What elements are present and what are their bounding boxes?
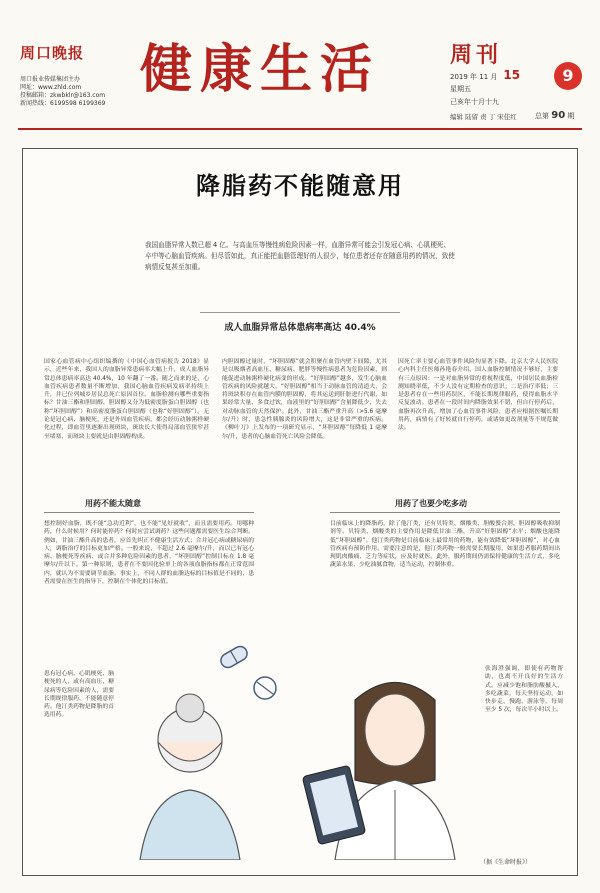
- article-column-7: 张海澄强调，即使有药物帮助，也离不开良好的生活方式。应减少饱和脂肪酸摄入，多吃蔬菜，每天坚持运动，如快步走、慢跑、游泳等，每周至少 5 次，每次半小时以上。: [485, 666, 563, 714]
- article-column-6: 目前临床上的降脂药，除了他汀类，还有贝特类、烟酸类、胆酸螯合剂、胆固醇吸收抑制剂等。贝特类、烟酸类的主要作用是降低甘油三酯，升高“好胆固醇”水平；烟酸也能降低“坏胆固醇”。他汀类药物是目前临床上最常用的药物，能有效降低“坏胆固醇”，对心血管疾病有预防作用。需要注意的是，他汀类药物一般需要长期服用，如果患者服药期间出现肌肉酸痛、乏力等症状，应及时就医。此外，服药期间仍需保持健康的生活方式，多吃蔬菜水果，少吃油腻食物，适当运动，控制体重。: [330, 521, 560, 569]
- issue-number: 总第 90 期: [535, 110, 575, 121]
- pill-capsule-icon: [218, 644, 249, 670]
- editors: 编辑 陆留 责 丁 宋佳红: [450, 113, 517, 121]
- subheading-rule: [44, 512, 254, 513]
- article-headline: 降脂药不能随意用: [196, 172, 404, 200]
- newspaper-logo: 周口晚报: [20, 44, 85, 62]
- elderly-woman-figure: [140, 694, 240, 860]
- chart-title: 成人血脂异常总体患病率高达 40.4%: [224, 323, 376, 333]
- article-column-2: 内胆固醇过量时，“坏胆固醇”就会积聚在血管内壁下间隙，尤其是以吸烟者高血压、糖尿病、肥胖等慢性病患者为危险因素，则能促进动脉粥样硬化病变的形成。“好胆固醇”越多，发生心脑血管疾病的风险就越大。“好胆固醇”相当于动脉血管的清道夫，会将斑块积存在血管内膜的胆固醇，将其运送到肝脏进行代谢，如果经常大量、多食过饮，血液里的“好胆固醇”含量降低少，失去对动脉血管的天然保护。此外，甘油三酯严重升高（>5.6 毫摩尔/升）时，患急性胰腺炎的风险增大，这是非常严重的疾病。《柳叶刀》上发布的一项研究显示，“坏胆固醇”每降低 1 毫摩尔/升，患者的心脑血管死亡风险会降低。: [222, 359, 387, 440]
- article-lead: 我国血脂异常人数已超 4 亿。与高血压等慢性病危险因素一样，血脂异常可能会引发冠心病、心肌梗死、卒中等心脑血管疾病。但尽管如此，真正能把血脂管理好的人很少，每位患者还存在随意用药的情况，致使病情反复甚至加重。: [145, 241, 455, 271]
- article-column-1: 国家心血管病中心组织编撰的《中国心血管病报告 2018》显示，近些年来，我国人的血脂异常患病率大幅上升，成人血脂异常总体患病率高达 40.4%，10 年翻了一番。随之而来的是，心血管疾病患者数量不断增加，我国心脑血管疾病发病率持续上升，并已位列城乡居民总死亡原因首位。血脂检测有哪些重要指标？甘油三酯和胆固醇，胆固醇又分为低密度脂蛋白胆固醇（也称“坏胆固醇”）和高密度脂蛋白胆固醇（也称“好胆固醇”）。无论是冠心病、脑梗死，还是外周血管疾病，都会经历动脉粥样硬化过程，即血管里逐渐出现斑块，斑块长大使得局部血管狭窄甚至堵塞，而斑块主要就是由胆固醇构成。: [44, 359, 209, 440]
- pub-info-line: 新闻热线：6199598 6199369: [20, 100, 106, 107]
- pill-tablet-icon: [254, 677, 276, 699]
- subheading-medication: 用药不能太随意: [85, 499, 141, 508]
- masthead-rule: [18, 128, 582, 130]
- article-column-3: 因死亡率主要心血管事件风险均显著下降。北京大学人民医院心内科主任医师孙艳春介绍，国人血脂控制情况不够好，主要有三点原因：一是对血脂异常的重视程度低，中国居民血脂检测知晓率低，不少人没有定期检查的意识；二是治疗率低；三是患者存在一些用药误区，不能长期规律服药，使得血脂水平反复波动。患者在一段时间内降脂效果不错，但自行停药后，血脂再次升高，增加了心血管事件风险，患者应根据医嘱长期用药，病情有了好转就自行停药，或诸如更改剂量等不规范做法。: [398, 359, 558, 432]
- article-column-4: 想控制好血脂，既不能“急功近利”，也不能“见好就收”，而且需要用药。用哪种药，什么时候用？何时能停药？何时应尝试调药？这些问题都需要医生综合判断。例如，甘油三酯升高的患者，应首先纠正不健康生活方式；合并冠心病或糖尿病的人，调脂治疗的目标更加严格。一般来说，不超过 2.6 毫摩尔/升，而以已有冠心病、脑梗死等疾病、或合并多种危险因素的患者，“坏胆固醇”控制目标在 1.8 毫摩尔/升以下。第一种原则，患者在不要因化验单上的各项血脂指标都在正常范围内，就认为不需要调节血脂。事实上，不同人群的血脂达标的目标值是不同的，患者需要在医生的指导下，控制在个体化的目标值。: [44, 521, 254, 586]
- pub-info-line: 投稿邮箱：zkwbklr@163.com: [20, 92, 106, 99]
- issue-date: 2019 年 11 月 15: [450, 68, 521, 82]
- lead-divider: [200, 312, 400, 313]
- article-column-5: 患有冠心病、心肌梗死、脑梗死的人，或有高血压、糖尿病等危险因素的人，需要长期规律服药，不能随意停药。他汀类药物是降脂的首选用药。: [44, 671, 114, 719]
- pub-info-line: 周口报业传媒集团主办: [20, 76, 81, 83]
- illustration: [120, 630, 480, 860]
- source-citation: （据《生命时报》）: [480, 859, 532, 866]
- publication-info: [20, 76, 130, 108]
- page-number-badge: 9: [554, 62, 582, 90]
- weekday: 星期五: [450, 85, 471, 93]
- subheading-rule: [330, 512, 560, 513]
- lunar-date: 己亥年十月十九: [450, 98, 499, 106]
- section-title: 健康生活: [140, 39, 381, 100]
- pub-info-line: 网址：www.zhld.com: [20, 84, 82, 91]
- subheading-lifestyle: 用药了也要少吃多动: [395, 499, 467, 508]
- weekly-label: 周刊: [450, 43, 503, 68]
